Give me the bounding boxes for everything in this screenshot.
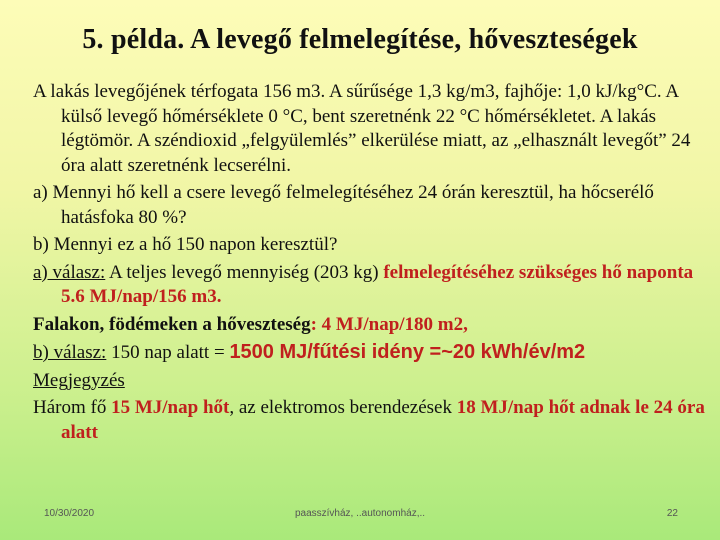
footer-center: paasszívház, ..autonomház,.. (294, 508, 426, 519)
answer-b-text: 150 nap alatt = (106, 342, 230, 363)
answer-a (33, 261, 705, 310)
answer-b-label: b) válasz: (33, 342, 107, 363)
answer-a-heat: hő naponta (597, 261, 694, 283)
note-heading: Megjegyzés (33, 369, 125, 391)
wall-loss-label: Falakon, födémeken a hőveszteség (33, 313, 311, 335)
answer-a-highlight: felmelegítéséhez szükséges (383, 261, 598, 283)
note-device-heat: 18 MJ/nap hőt (456, 397, 575, 418)
wall-loss-value: 4 MJ/nap/180 m2, (316, 313, 468, 335)
note-part-3: adnak le 24 óra alatt (61, 397, 705, 443)
slide-title: 5. példa. A levegő felmelegítése, hőveszteségek (82, 24, 638, 55)
note-people-heat: 15 MJ/nap hőt (111, 397, 230, 418)
question-b: b) Mennyi ez a hő 150 napon keresztül? (33, 234, 338, 255)
note-part-1: Három fő (33, 397, 112, 418)
slide-body (33, 80, 705, 448)
note-text (33, 396, 705, 445)
answer-a-value: 5.6 MJ/nap/156 m3. (61, 286, 222, 307)
answer-a-text: A teljes levegő mennyiség (203 kg) (105, 261, 384, 283)
answer-a-label: a) válasz: (33, 261, 106, 283)
problem-statement: A lakás levegőjének térfogata 156 m3. A sűrűsége 1,3 kg/m3, fajhője: 1,0 kJ/kg°C. A külső levegő hőmérséklete 0 °C, bent szeretnénk 22 °C hőmérsékletet. A lakás légtömör. A széndioxid „felgyülemlés” elkerülése miatt, az „elhasznált levegőt” 24 óra alatt szeretnénk lecserélni. (33, 81, 691, 176)
answer-b-value: 1500 MJ/fűtési idény =~20 kWh/év/m2 (229, 341, 586, 363)
answer-b (33, 340, 705, 366)
wall-loss-colon: : (310, 313, 317, 335)
note-part-2: , az elektromos berendezések (229, 397, 457, 418)
wall-loss (33, 313, 705, 338)
footer-page-number: 22 (666, 508, 678, 519)
footer-date: 10/30/2020 (44, 508, 95, 519)
question-a: a) Mennyi hő kell a csere levegő felmelegítéséhez 24 órán keresztül, ha hőcserélő hatásfoka 80 %? (33, 182, 654, 228)
